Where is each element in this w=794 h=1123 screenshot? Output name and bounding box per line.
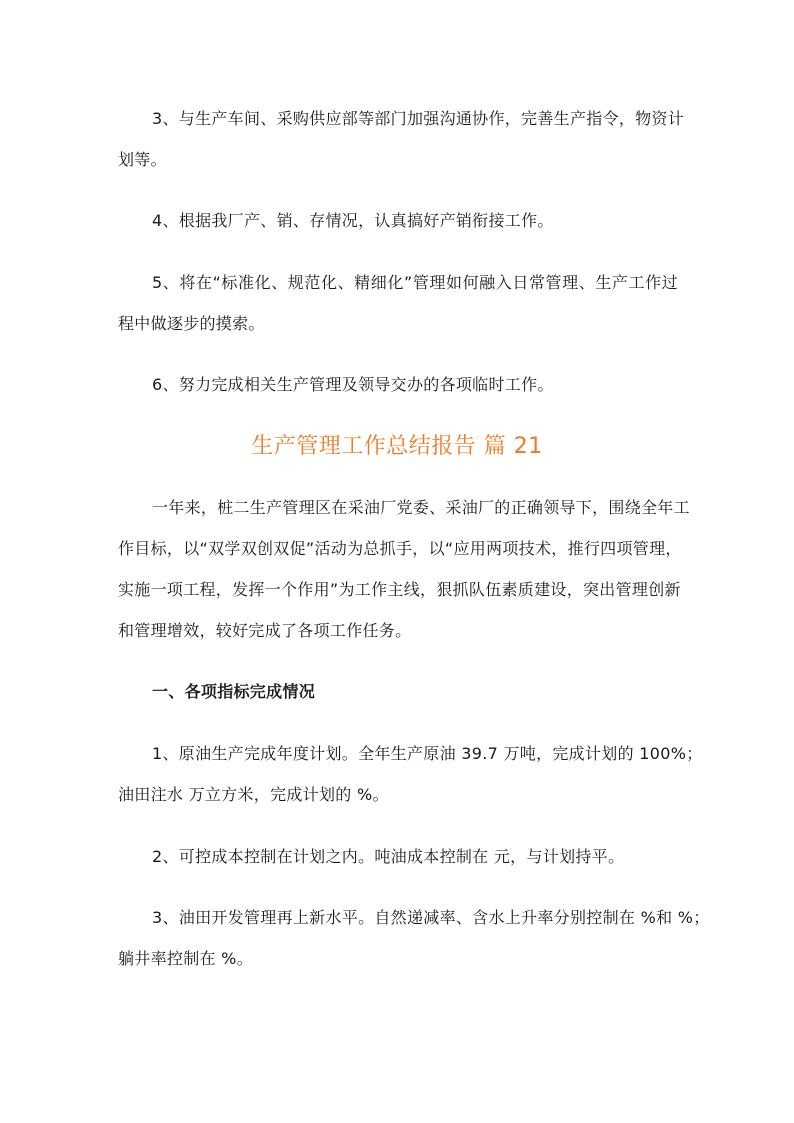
intro-line-4: 和管理增效，较好完成了各项工作任务。: [118, 621, 412, 640]
intro-line-3: 实施一项工程，发挥一个作用”为工作主线，狠抓队伍素质建设，突出管理创新: [118, 580, 681, 599]
paragraph-5-line-1: 5、将在“标准化、规范化、精细化”管理如何融入日常管理、生产工作过: [152, 273, 678, 292]
paragraph-5-line-2: 程中做逐步的摸索。: [118, 314, 265, 333]
paragraph-3-line-1: 3、与生产车间、采购供应部等部门加强沟通协作，完善生产指令，物资计: [152, 109, 685, 128]
intro-line-1: 一年来，桩二生产管理区在采油厂党委、采油厂的正确领导下，围绕全年工: [152, 498, 690, 517]
item-2: 2、可控成本控制在计划之内。吨油成本控制在 元，与计划持平。: [152, 847, 625, 866]
intro-line-2: 作目标，以“双学双创双促”活动为总抓手，以“应用两项技术，推行四项管理，: [118, 539, 682, 558]
item-3-line-2: 躺井率控制在 %。: [118, 949, 253, 968]
paragraph-4: 4、根据我厂产、销、存情况，认真搞好产销衔接工作。: [152, 211, 554, 230]
section-title: 生产管理工作总结报告 篇 21: [251, 434, 543, 459]
paragraph-6: 6、努力完成相关生产管理及领导交办的各项临时工作。: [152, 375, 554, 394]
item-3-line-1: 3、油田开发管理再上新水平。自然递减率、含水上升率分别控制在 %和 %；: [152, 908, 710, 927]
subheading: 一、各项指标完成情况: [152, 682, 316, 701]
paragraph-3-line-2: 划等。: [118, 150, 167, 169]
item-1-line-1: 1、原油生产完成年度计划。全年生产原油 39.7 万吨，完成计划的 100%；: [152, 744, 703, 763]
item-1-line-2: 油田注水 万立方米，完成计划的 %。: [118, 785, 389, 804]
